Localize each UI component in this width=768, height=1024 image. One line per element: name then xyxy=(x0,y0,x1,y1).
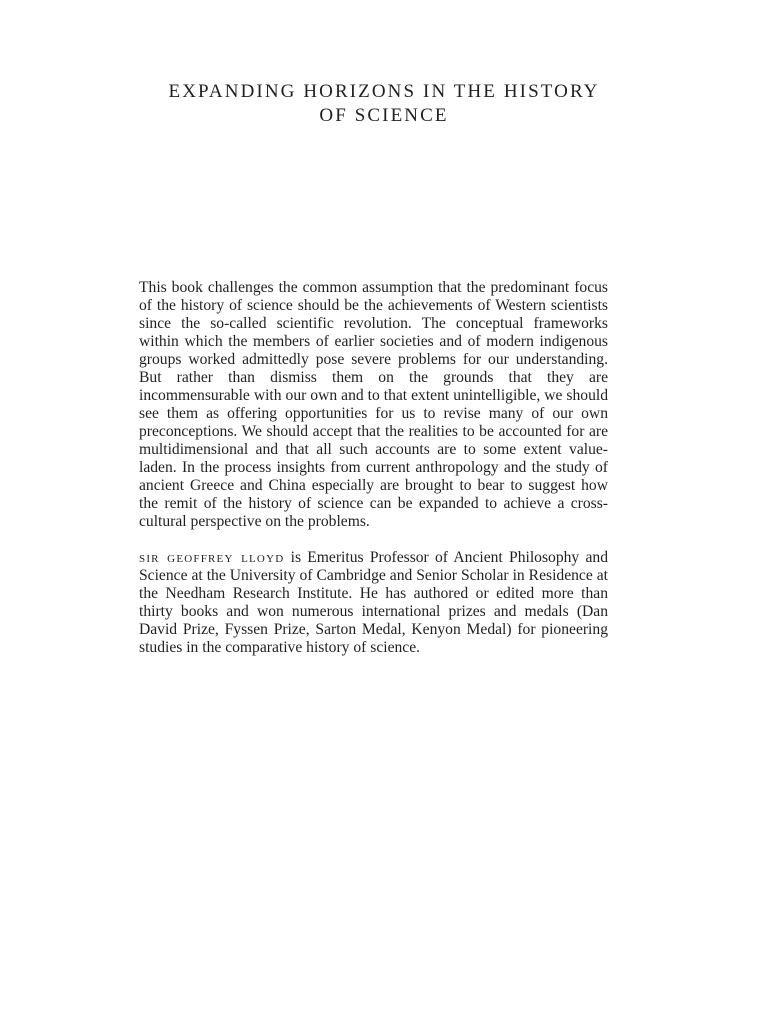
author-name: sir geoffrey lloyd xyxy=(139,549,285,566)
author-bio-text: is Emeritus Professor of Ancient Philosophy and Science at the University of Cambridge and Senior Scholar in Residence at the Needham Research Institute. He has authored or edited more than thirty books and won numerous international prizes and medals (Dan David Prize, Fyssen Prize, Sarton Medal, Kenyon Medal) for pioneering studies in the comparative history of science. xyxy=(139,549,608,656)
author-bio xyxy=(139,549,608,657)
book-title-line-1: EXPANDING HORIZONS IN THE HISTORY xyxy=(168,81,600,102)
page-body xyxy=(139,279,608,657)
book-title xyxy=(100,80,668,128)
book-title-line-2: OF SCIENCE xyxy=(319,105,449,126)
book-description: This book challenges the common assumption that the predominant focus of the history of science should be the achievements of Western scientists since the so-called scientific revolution. The conceptual frameworks within which the members of earlier societies and of modern indigenous groups worked admittedly pose severe problems for our understanding. But rather than dismiss them on the grounds that they are incommensurable with our own and to that extent unintelligible, we should see them as offering opportunities for us to revise many of our own preconceptions. We should accept that the realities to be accounted for are multidimensional and that all such accounts are to some extent value-laden. In the process insights from current anthropology and the study of ancient Greece and China especially are brought to bear to suggest how the remit of the history of science can be expanded to achieve a cross-cultural perspective on the problems. xyxy=(139,279,608,530)
